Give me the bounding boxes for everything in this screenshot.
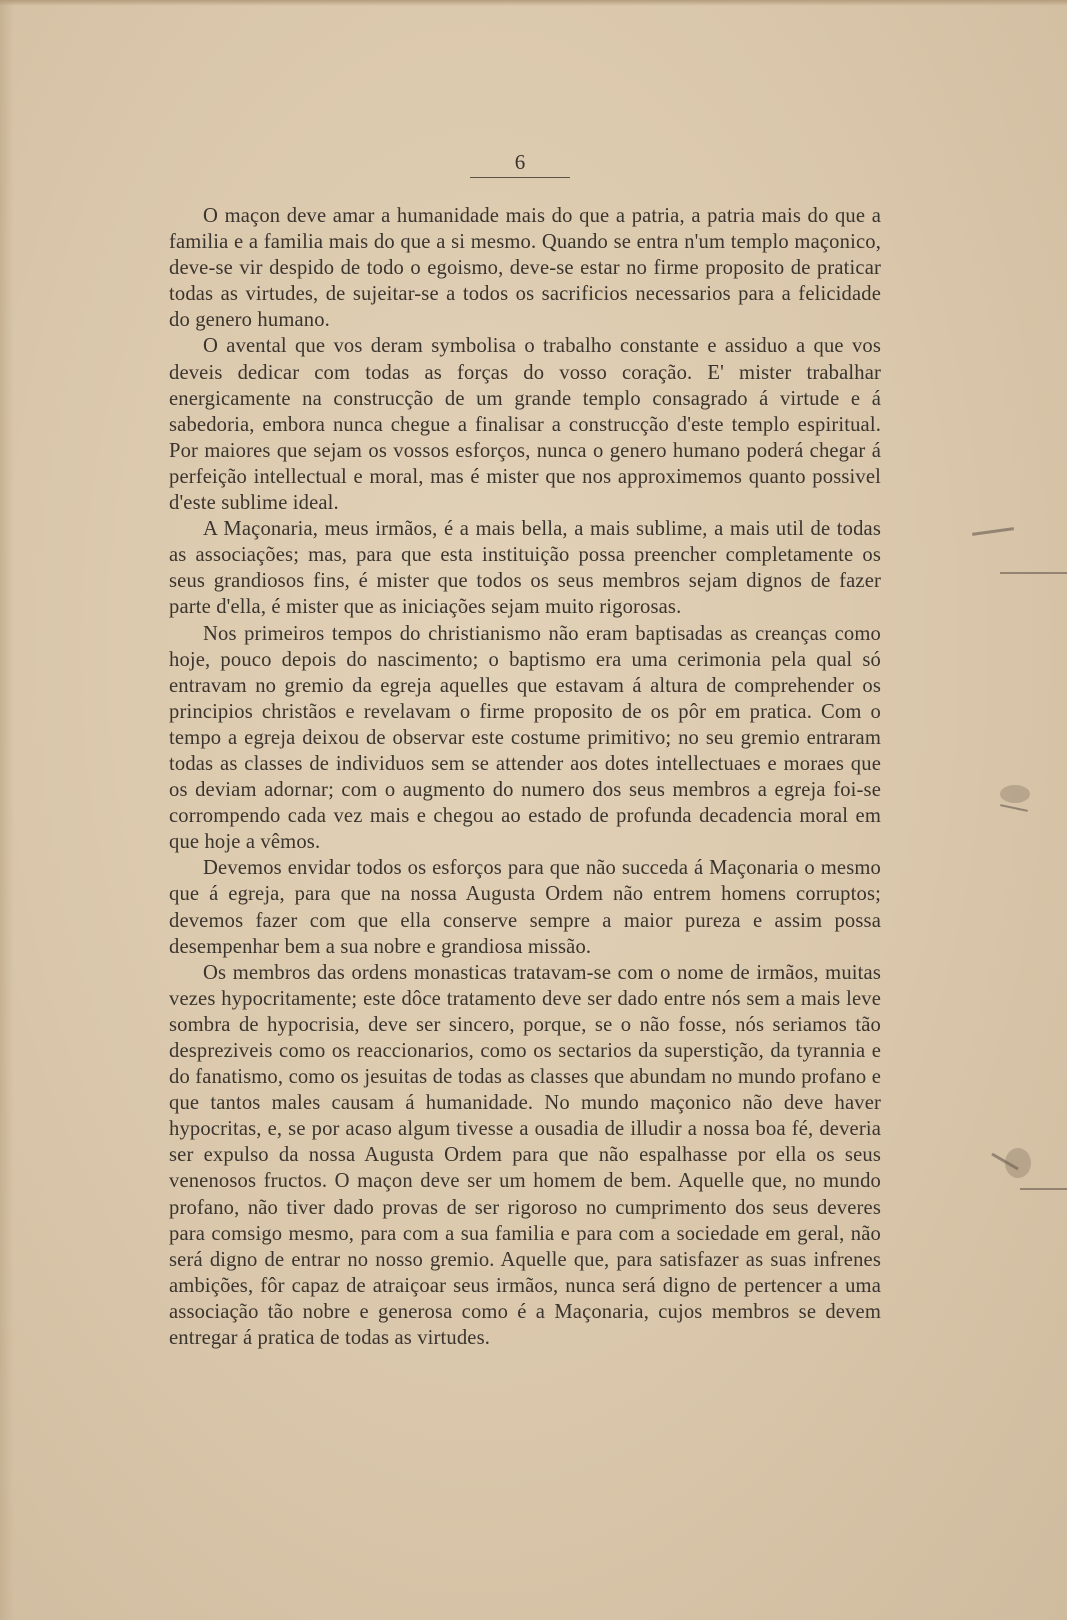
paragraph: Os membros das ordens monasticas tratavam-se com o nome de irmãos, muitas vezes hypocritamente; este dôce tratamento deve ser dado entre nós sem a mais leve sombra de hypocrisia, deve ser sincero, porque, se o não fosse, nós seriamos tão despreziveis como os reaccionarios, como os sectarios da superstição, da tyrannia e do fanatismo, como os jesuitas de todas as classes que abundam no mundo profano e que tantos males causam á humanidade. No mundo maçonico não deve haver hypocritas, e, se por acaso algum tivesse a ousadia de illudir a nossa boa fé, deveria ser expulso da nossa Augusta Ordem para que não espalhasse por ella os seus venenosos fructos. O maçon deve ser um homem de bem. Aquelle que, no mundo profano, não tiver dado provas de ser rigoroso no cumprimento dos seus deveres para comsigo mesmo, para com a sua familia e para com a sociedade em geral, não será digno de entrar no nosso gremio. Aquelle que, para satisfazer as suas infrenes ambições, fôr capaz de atraiçoar seus irmãos, nunca será digno de pertencer a uma associação tão nobre e generosa como é a Maçonaria, cujos membros se devem entregar á pratica de todas as virtudes. [169, 961, 881, 1350]
paragraph: O avental que vos deram symbolisa o trabalho constante e assiduo a que vos deveis dedicar com todas as forças do vosso coração. E' mister trabalhar energicamente na construcção de um grande templo consagrado á virtude e á sabedoria, embora nunca chegue a finalisar a construcção d'este templo espiritual. Por maiores que sejam os vossos esforços, nunca o genero humano poderá chegar á perfeição intellectual e moral, mas é mister que nos approximemos quanto possivel d'este sublime ideal. [169, 335, 881, 515]
paragraph: O maçon deve amar a humanidade mais do que a patria, a patria mais do que a familia e a familia mais do que a si mesmo. Quando se entra n'um templo maçonico, deve-se vir despido de todo o egoismo, deve-se estar no firme proposito de praticar todas as virtudes, de sujeitar-se a todos os sacrificios necessarios para a felicidade do genero humano. [169, 205, 881, 332]
page-number: 6 [514, 150, 526, 174]
margin-mark [1000, 572, 1067, 574]
margin-stain [1000, 785, 1030, 803]
page-top-edge-shadow [0, 0, 1067, 6]
page-number-rule [470, 177, 570, 178]
paragraph: Nos primeiros tempos do christianismo não eram baptisadas as creanças como hoje, pouco depois do nascimento; o baptismo era uma cerimonia pela qual só entravam no gremio da egreja aquelles que estavam á altura de comprehender os principios christãos e revelavam o firme proposito de os pôr em pratica. Com o tempo a egreja deixou de observar este costume primitivo; no seu gremio entraram todas as classes de individuos sem se attender aos dotes intellectuaes e moraes que os deviam adornar; com o augmento do numero dos seus membros a egreja foi-se corrompendo cada vez mais e chegou ao estado de profunda decadencia moral em que hoje a vêmos. [169, 622, 881, 854]
paragraph: Devemos envidar todos os esforços para que não succeda á Maçonaria o mesmo que á egreja, para que na nossa Augusta Ordem não entrem homens corruptos; devemos fazer com que ella conserve sempre a maior pureza e assim possa desempenhar bem a sua nobre e grandiosa missão. [169, 857, 881, 958]
paragraph: A Maçonaria, meus irmãos, é a mais bella, a mais sublime, a mais util de todas as associações; mas, para que esta instituição possa preencher completamente os seus grandiosos fins, é mister que todos os seus membros sejam dignos de fazer parte d'ella, é mister que as iniciações sejam muito rigorosas. [169, 518, 881, 619]
page-left-edge-shadow [0, 0, 14, 1620]
body-text [169, 203, 881, 1351]
margin-mark [972, 527, 1014, 536]
margin-mark [1000, 804, 1028, 812]
margin-mark [1020, 1188, 1067, 1190]
